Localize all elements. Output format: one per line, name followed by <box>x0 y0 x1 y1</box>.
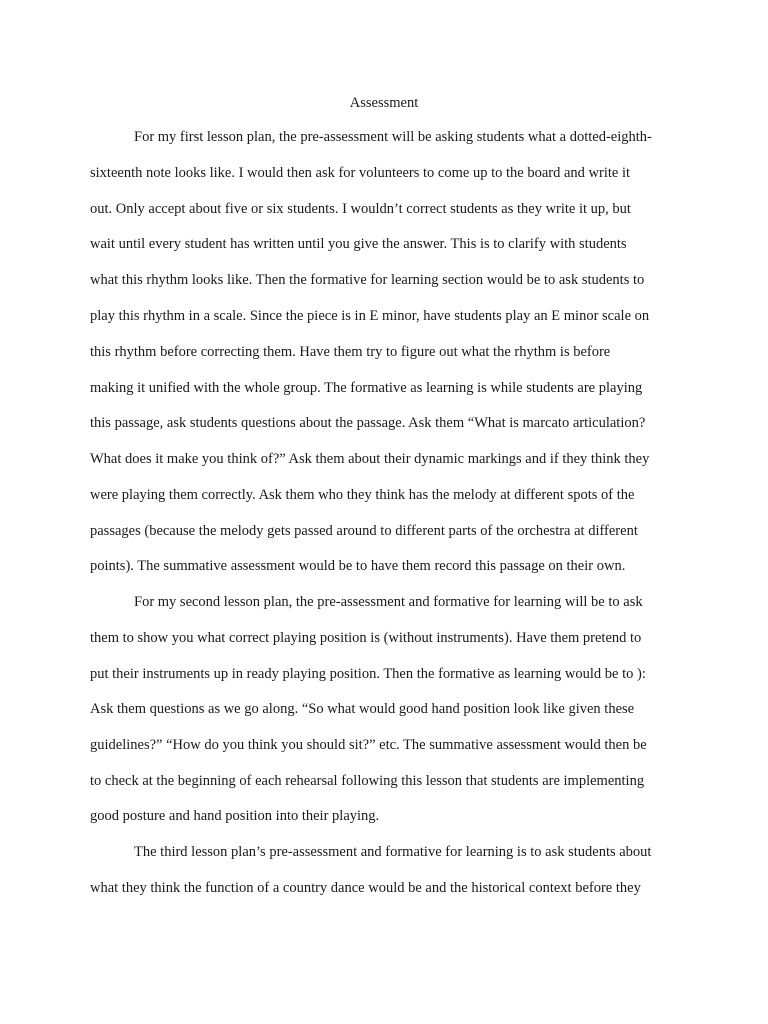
text-line: what they think the function of a country dance would be and the historical context before they <box>90 880 641 896</box>
text-line: sixteenth note looks like. I would then ask for volunteers to come up to the board and write it <box>90 165 631 181</box>
text-line: For my first lesson plan, the pre-assessment will be asking students what a dotted-eighth- <box>134 129 652 145</box>
text-line: this rhythm before correcting them. Have them try to figure out what the rhythm is before <box>90 344 611 360</box>
text-line: guidelines?” “How do you think you should sit?” etc. The summative assessment would then be <box>90 737 647 753</box>
text-line: were playing them correctly. Ask them who they think has the melody at different spots of the <box>90 487 635 503</box>
text-line: What does it make you think of?” Ask them about their dynamic markings and if they think they <box>90 451 650 467</box>
text-line: wait until every student has written until you give the answer. This is to clarify with students <box>90 236 627 252</box>
text-line: put their instruments up in ready playing position. Then the formative as learning would be to ): <box>90 666 646 682</box>
text-line: making it unified with the whole group. The formative as learning is while students are playing <box>90 380 643 396</box>
text-line: Ask them questions as we go along. “So what would good hand position look like given these <box>90 701 635 717</box>
text-line: The third lesson plan’s pre-assessment and formative for learning is to ask students about <box>134 844 652 860</box>
text-line: them to show you what correct playing position is (without instruments). Have them pretend to <box>90 630 642 646</box>
text-line: to check at the beginning of each rehearsal following this lesson that students are implementing <box>90 773 645 789</box>
text-line: For my second lesson plan, the pre-assessment and formative for learning will be to ask <box>134 594 643 610</box>
text-line: play this rhythm in a scale. Since the piece is in E minor, have students play an E minor scale on <box>90 308 650 324</box>
text-line: this passage, ask students questions about the passage. Ask them “What is marcato articulation? <box>90 415 646 431</box>
text-line: out. Only accept about five or six students. I wouldn’t correct students as they write it up, but <box>90 201 631 217</box>
text-line: points). The summative assessment would be to have them record this passage on their own. <box>90 558 626 574</box>
page-title: Assessment <box>349 95 419 111</box>
text-line: good posture and hand position into their playing. <box>90 808 380 824</box>
text-line: what this rhythm looks like. Then the formative for learning section would be to ask students to <box>90 272 645 288</box>
text-line: passages (because the melody gets passed around to different parts of the orchestra at different <box>90 523 638 539</box>
